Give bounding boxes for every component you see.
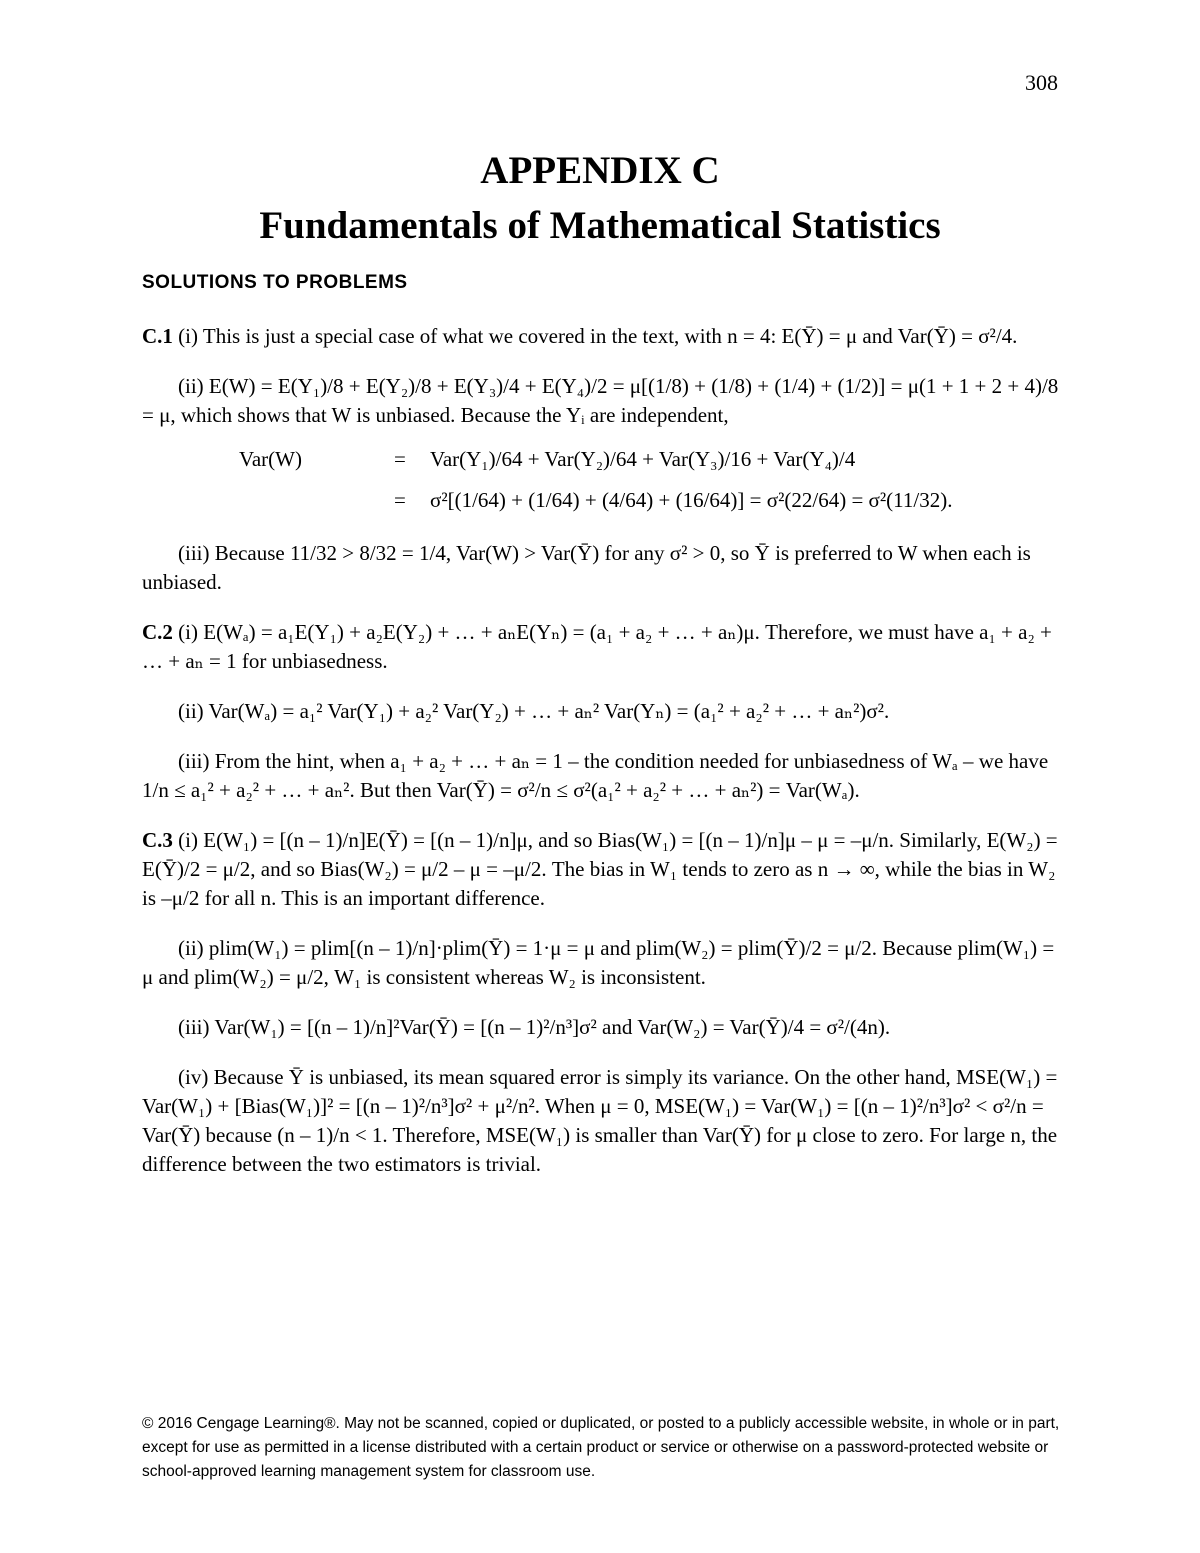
c2-part-iii: (iii) From the hint, when a₁ + a₂ + … + aₙ = 1 – the condition needed for unbiasedness of Wₐ – we have 1/n ≤ a₁² + a₂² + … + aₙ². But then Var(Ȳ) = σ²/n ≤ σ²(a₁² + a₂² + … + aₙ²) = Var(Wₐ). (142, 749, 1049, 802)
c1-part-i (142, 322, 1060, 351)
c3-part-i (142, 826, 1060, 913)
eq-lhs: Var(W) (239, 447, 302, 471)
section-heading: SOLUTIONS TO PROBLEMS (142, 272, 408, 293)
problem-label: C.2 (142, 620, 173, 644)
c1-part-ii: (ii) E(W) = E(Y₁)/8 + E(Y₂)/8 + E(Y₃)/4 + E(Y₄)/2 = μ[(1/8) + (1/8) + (1/4) + (1/2)] = μ(1 + 1 + 2 + 4)/8 = μ, which shows that W is unbiased. Because the Yᵢ are independent, (142, 374, 1059, 427)
c1-part-iii: (iii) Because 11/32 > 8/32 = 1/4, Var(W) > Var(Ȳ) for any σ² > 0, so Ȳ is preferred to W when each is unbiased. (142, 541, 1031, 594)
solutions-body (142, 322, 1060, 1200)
problem-label: C.1 (142, 324, 173, 348)
page-number: 308 (1025, 70, 1058, 95)
eq-sign: = (394, 447, 406, 471)
problem-label: C.3 (142, 828, 173, 852)
variance-equation (239, 445, 1060, 515)
title-line-2: Fundamentals of Mathematical Statistics (259, 204, 941, 247)
copyright-footer: © 2016 Cengage Learning®. May not be scanned, copied or duplicated, or posted to a publicly accessible website, in whole or in part, except for use as permitted in a license distributed with a certain product or service or otherwise on a password-protected website or school-approved learning management system for classroom use. (142, 1415, 1060, 1480)
c3-part-iv: (iv) Because Ȳ is unbiased, its mean squared error is simply its variance. On the other hand, MSE(W₁) = Var(W₁) + [Bias(W₁)]² = [(n – 1)²/n³]σ² + μ²/n². When μ = 0, MSE(W₁) = Var(W₁) = [(n – 1)²/n³]σ² < σ²/n = Var(Ȳ) because (n – 1)/n < 1. Therefore, MSE(W₁) is smaller than Var(Ȳ) for μ close to zero. For large n, the difference between the two estimators is trivial. (142, 1065, 1058, 1176)
c2-part-ii: (ii) Var(Wₐ) = a₁² Var(Y₁) + a₂² Var(Y₂) + … + aₙ² Var(Yₙ) = (a₁² + a₂² + … + aₙ²)σ². (178, 699, 890, 723)
c2-i-text: (i) E(Wₐ) = a₁E(Y₁) + a₂E(Y₂) + … + aₙE(Yₙ) = (a₁ + a₂ + … + aₙ)μ. Therefore, we must have a₁ + a₂ + … + aₙ = 1 for unbiasedness. (142, 620, 1052, 673)
c3-part-ii: (ii) plim(W₁) = plim[(n – 1)/n]·plim(Ȳ) = 1·μ = μ and plim(W₂) = plim(Ȳ)/2 = μ/2. Because plim(W₁) = μ and plim(W₂) = μ/2, W₁ is consistent whereas W₂ is inconsistent. (142, 936, 1055, 989)
c3-i-text: (i) E(W₁) = [(n – 1)/n]E(Ȳ) = [(n – 1)/n]μ, and so Bias(W₁) = [(n – 1)/n]μ – μ = –μ/n. Similarly, E(W₂) = E(Ȳ)/2 = μ/2, and so Bias(W₂) = μ/2 – μ = –μ/2. The bias in W₁ tends to zero as n → ∞, while the bias in W₂ is –μ/2 for all n. This is an important difference. (142, 828, 1058, 910)
title-line-1: APPENDIX C (480, 149, 720, 192)
eq-rhs: σ²[(1/64) + (1/64) + (4/64) + (16/64)] = σ²(22/64) = σ²(11/32). (430, 488, 953, 512)
eq-sign: = (394, 488, 406, 512)
c1-i-text: (i) This is just a special case of what we covered in the text, with n = 4: E(Ȳ) = μ and Var(Ȳ) = σ²/4. (178, 324, 1018, 348)
page-title (0, 143, 1200, 253)
c2-part-i (142, 618, 1060, 676)
c3-part-iii: (iii) Var(W₁) = [(n – 1)/n]²Var(Ȳ) = [(n – 1)²/n³]σ² and Var(W₂) = Var(Ȳ)/4 = σ²/(4n). (178, 1015, 891, 1039)
eq-rhs: Var(Y₁)/64 + Var(Y₂)/64 + Var(Y₃)/16 + Var(Y₄)/4 (430, 447, 856, 471)
